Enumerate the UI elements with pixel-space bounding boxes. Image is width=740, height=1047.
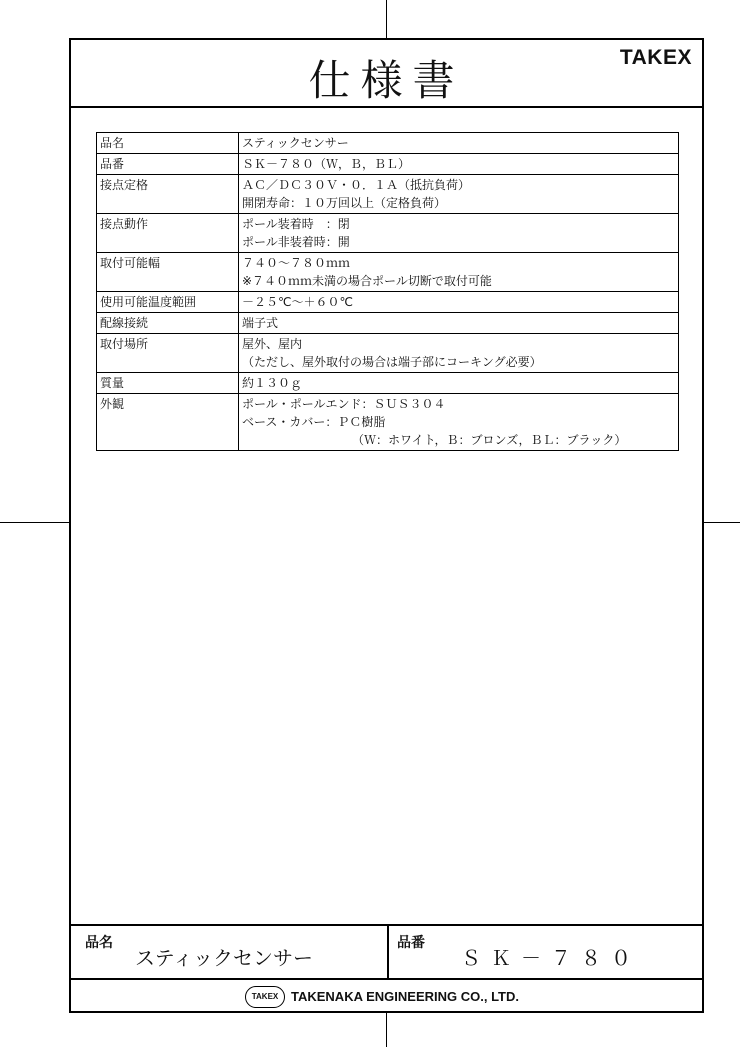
spec-value-line: （Ｗ：ホワイト，Ｂ：ブロンズ，ＢＬ：ブラック） (352, 433, 627, 447)
spec-row (97, 313, 679, 334)
spec-value-line: ポール・ポールエンド：ＳＵＳ３０４ (242, 397, 446, 411)
crop-mark-left (0, 522, 70, 523)
spec-label: 品番 (97, 154, 239, 175)
spec-label: 使用可能温度範囲 (97, 292, 239, 313)
spec-value-line: 開閉寿命：１０万回以上（定格負荷） (242, 196, 447, 210)
spec-label: 品名 (97, 133, 239, 154)
spec-row (97, 334, 679, 373)
spec-value-line: ＡＣ／ＤＣ３０Ｖ・０．１Ａ（抵抗負荷） (242, 178, 471, 192)
spec-value-line: ＳＫ－７８０（Ｗ，Ｂ，ＢＬ） (242, 157, 411, 171)
spec-row (97, 394, 679, 451)
spec-label: 取付可能幅 (97, 253, 239, 292)
spec-value-line: ポール非装着時：開 (242, 235, 350, 249)
spec-label: 質量 (97, 373, 239, 394)
document-title: 仕様書 (308, 56, 465, 105)
spec-row (97, 154, 679, 175)
spec-value (239, 154, 679, 175)
spec-value (239, 253, 679, 292)
spec-value (239, 175, 679, 214)
spec-label: 外観 (97, 394, 239, 451)
spec-table (96, 132, 679, 451)
spec-value-line: スティックセンサー (242, 136, 349, 150)
spec-value (239, 133, 679, 154)
product-strip (71, 924, 702, 980)
spec-row (97, 133, 679, 154)
spec-value (239, 394, 679, 451)
spec-row (97, 373, 679, 394)
crop-mark-bottom (386, 1012, 387, 1047)
strip-divider (387, 926, 389, 978)
spec-value (239, 373, 679, 394)
spec-row (97, 253, 679, 292)
spec-value-line: ベース・カバー：ＰＣ樹脂 (242, 415, 386, 429)
spec-value-line: 約１３０ｇ (242, 376, 303, 390)
sheet-header (71, 40, 702, 108)
spec-value-line: 端子式 (242, 316, 279, 330)
brand-logo: TAKEX (619, 46, 692, 69)
product-name-value: スティックセンサー (135, 946, 313, 970)
spec-label: 取付場所 (97, 334, 239, 373)
spec-value (239, 292, 679, 313)
spec-value-line: （ただし、屋外取付の場合は端子部にコーキング必要） (242, 355, 542, 369)
spec-row (97, 292, 679, 313)
spec-value-line: ※７４０ｍｍ未満の場合ポール切断で取付可能 (242, 274, 492, 288)
spec-label: 接点動作 (97, 214, 239, 253)
spec-value-line: －２５℃～＋６０℃ (242, 295, 353, 309)
spec-value (239, 334, 679, 373)
spec-value (239, 313, 679, 334)
product-code-value: ＳＫ－７８０ (461, 946, 641, 970)
crop-mark-right (703, 522, 740, 523)
company-logo-badge: TAKEX (245, 986, 285, 1008)
spec-sheet (69, 38, 704, 1013)
spec-value-line: ７４０～７８０ｍｍ (242, 256, 351, 270)
spec-row (97, 214, 679, 253)
spec-value-line: ポール装着時 ：閉 (242, 217, 350, 231)
crop-mark-top (386, 0, 387, 38)
company-name: TAKENAKA ENGINEERING CO., LTD. (291, 989, 519, 1004)
spec-row (97, 175, 679, 214)
spec-value (239, 214, 679, 253)
company-footer (71, 982, 702, 1013)
product-code-label: 品番 (397, 935, 425, 951)
spec-label: 配線接続 (97, 313, 239, 334)
spec-label: 接点定格 (97, 175, 239, 214)
product-name-label: 品名 (85, 935, 113, 951)
spec-value-line: 屋外、屋内 (242, 337, 303, 351)
